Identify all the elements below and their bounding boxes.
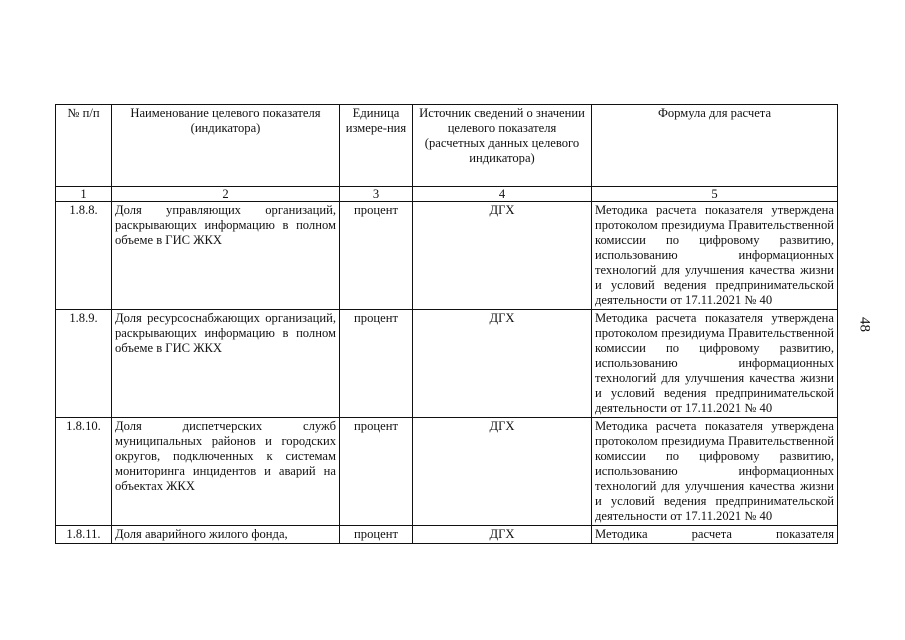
formula-last-line: деятельности от 17.11.2021 № 40 xyxy=(595,401,773,415)
column-numbers-row xyxy=(56,187,838,202)
source-value: ДГХ xyxy=(413,526,592,544)
table-row xyxy=(56,202,838,310)
formula-text xyxy=(592,202,838,310)
formula-main: Методика расчета показателя xyxy=(595,527,834,541)
indicator-name: Доля ресурсоснабжающих организаций, раскрывающих информацию в полном объеме в ГИС ЖКХ xyxy=(112,310,340,418)
table-header-row xyxy=(56,105,838,187)
formula-last-line: деятельности от 17.11.2021 № 40 xyxy=(595,509,773,523)
column-number: 3 xyxy=(340,187,413,202)
row-number: 1.8.11. xyxy=(56,526,112,544)
unit-value: процент xyxy=(340,310,413,418)
table-row xyxy=(56,418,838,526)
header-number: № п/п xyxy=(56,105,112,187)
source-value: ДГХ xyxy=(413,310,592,418)
indicators-table xyxy=(55,104,838,544)
indicator-name: Доля диспетчерских служб муниципальных районов и городских округов, подключенных к системам мониторинга инцидентов и аварий на объектах ЖКХ xyxy=(112,418,340,526)
column-number: 1 xyxy=(56,187,112,202)
header-indicator-name: Наименование целевого показателя (индикатора) xyxy=(112,105,340,187)
row-number: 1.8.10. xyxy=(56,418,112,526)
table-row xyxy=(56,310,838,418)
indicator-name: Доля управляющих организаций, раскрывающих информацию в полном объеме в ГИС ЖКХ xyxy=(112,202,340,310)
unit-value: процент xyxy=(340,202,413,310)
source-value: ДГХ xyxy=(413,202,592,310)
source-value: ДГХ xyxy=(413,418,592,526)
formula-text xyxy=(592,526,838,544)
table-row xyxy=(56,526,838,544)
indicator-name: Доля аварийного жилого фонда, xyxy=(112,526,340,544)
formula-main: Методика расчета показателя утверждена протоколом президиума Правительственной комиссии по цифровому развитию, использованию информационных технологий для улучшения качества жизни и условий ведения предпринимательской xyxy=(595,311,834,400)
header-formula: Формула для расчета xyxy=(592,105,838,187)
formula-main: Методика расчета показателя утверждена протоколом президиума Правительственной комиссии по цифровому развитию, использованию информационных технологий для улучшения качества жизни и условий ведения предпринимательской xyxy=(595,203,834,292)
header-unit: Единица измере-ния xyxy=(340,105,413,187)
column-number: 2 xyxy=(112,187,340,202)
formula-main: Методика расчета показателя утверждена протоколом президиума Правительственной комиссии по цифровому развитию, использованию информационных технологий для улучшения качества жизни и условий ведения предпринимательской xyxy=(595,419,834,508)
unit-value: процент xyxy=(340,526,413,544)
row-number: 1.8.8. xyxy=(56,202,112,310)
formula-last-line: деятельности от 17.11.2021 № 40 xyxy=(595,293,773,307)
formula-text xyxy=(592,418,838,526)
column-number: 5 xyxy=(592,187,838,202)
row-number: 1.8.9. xyxy=(56,310,112,418)
page-number: 48 xyxy=(856,317,873,332)
formula-text xyxy=(592,310,838,418)
column-number: 4 xyxy=(413,187,592,202)
header-source: Источник сведений о значении целевого показателя (расчетных данных целевого индикатора) xyxy=(413,105,592,187)
unit-value: процент xyxy=(340,418,413,526)
